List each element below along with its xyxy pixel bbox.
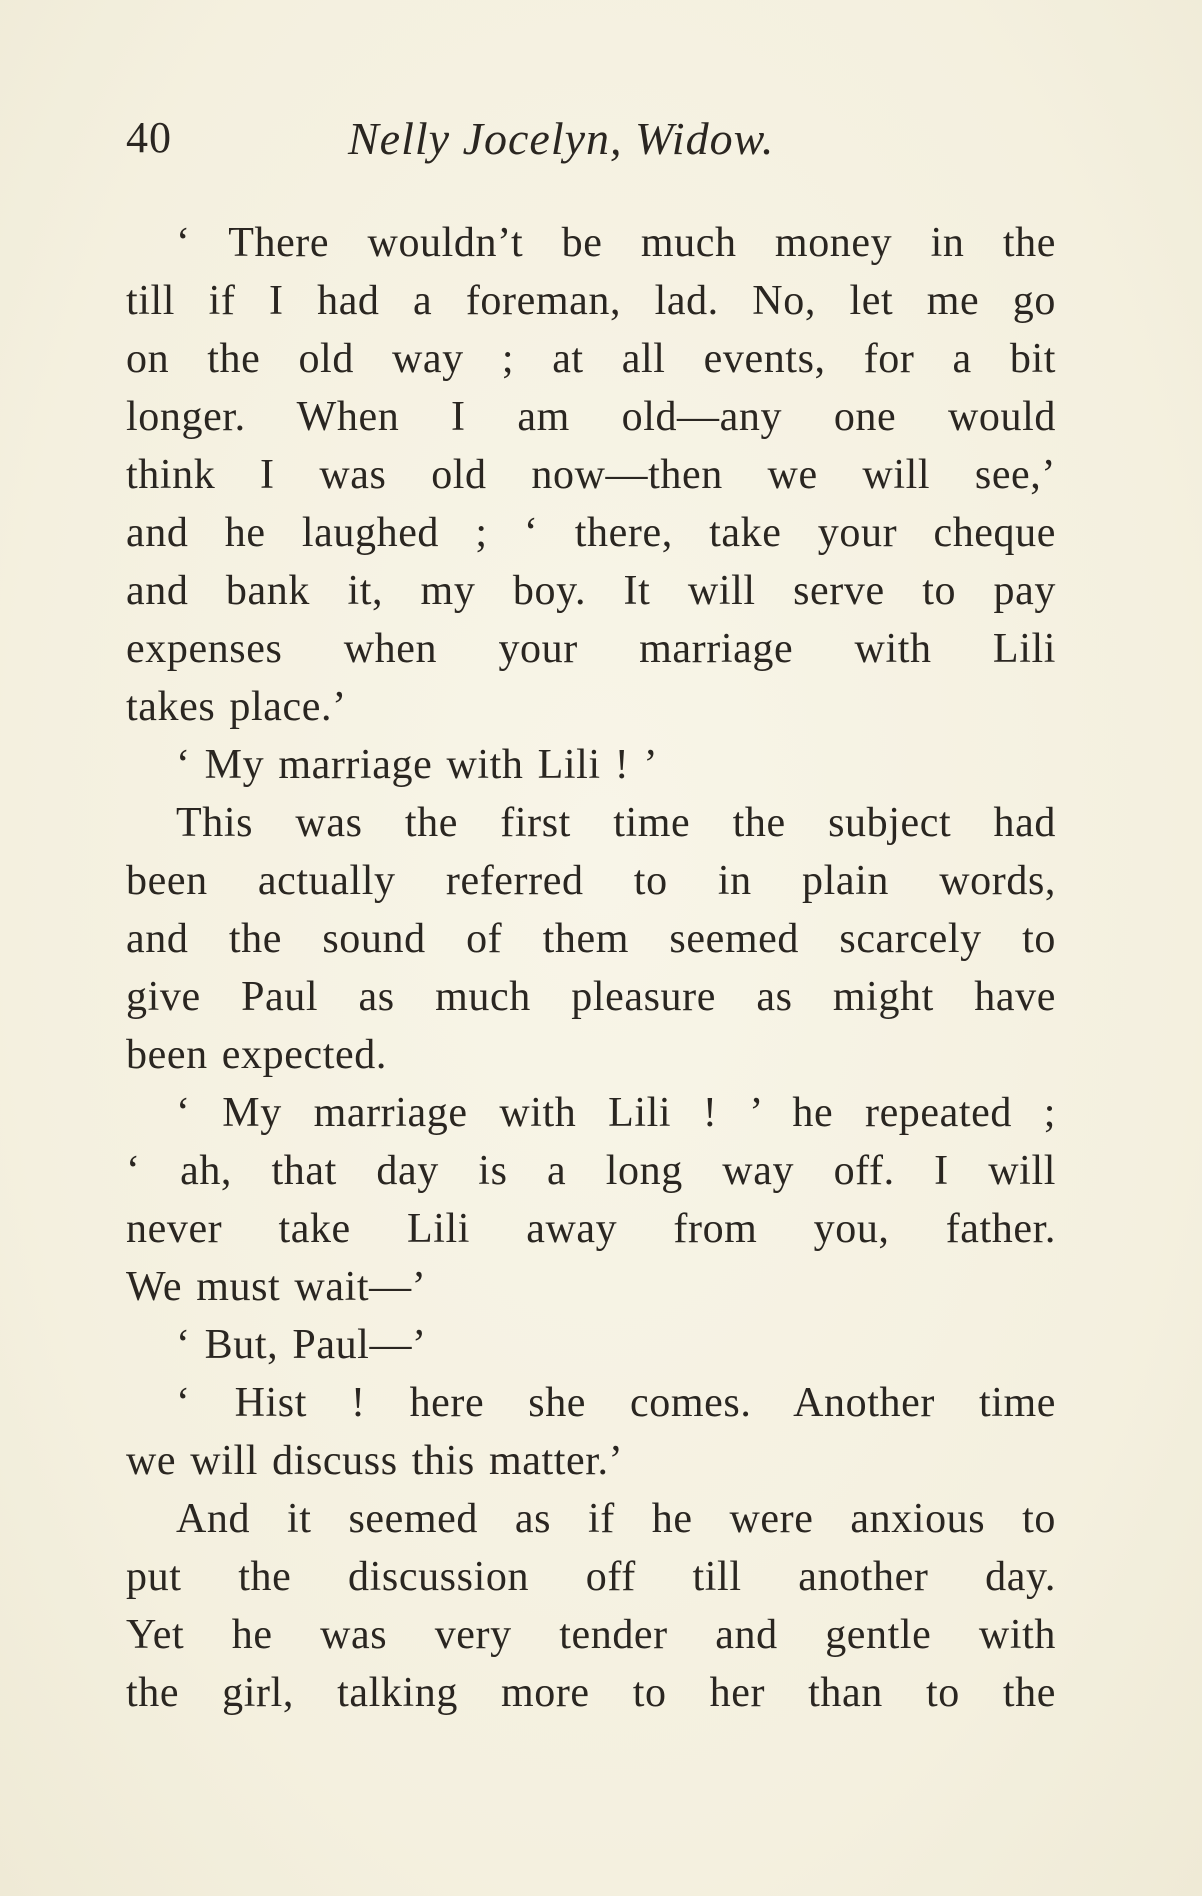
text-line: we will discuss this matter.’	[126, 1438, 624, 1484]
text-line: think I was old now—then we will see,’	[126, 452, 1056, 498]
text-line: and bank it, my boy. It will serve to pay	[126, 568, 1056, 614]
text-line: till if I had a foreman, lad. No, let me go	[126, 278, 1056, 324]
text-line: ‘ ah, that day is a long way off. I will	[126, 1148, 1056, 1194]
text-line: put the discussion off till another day.	[126, 1554, 1056, 1600]
text-line: longer. When I am old—any one would	[126, 394, 1056, 440]
text-line: ‘ There wouldn’t be much money in the	[176, 220, 1056, 266]
text-line: expenses when your marriage with Lili	[126, 626, 1056, 672]
text-line: takes place.’	[126, 684, 347, 730]
text-line: been expected.	[126, 1032, 387, 1078]
page-header	[126, 112, 1078, 172]
running-title: Nelly Jocelyn, Widow.	[348, 113, 775, 164]
page-number: 40	[126, 113, 172, 162]
text-line: and the sound of them seemed scarcely to	[126, 916, 1056, 962]
text-line: This was the first time the subject had	[176, 800, 1056, 846]
text-line: on the old way ; at all events, for a bit	[126, 336, 1056, 382]
text-line: And it seemed as if he were anxious to	[176, 1496, 1056, 1542]
text-line: ‘ My marriage with Lili ! ’ he repeated ;	[176, 1090, 1056, 1136]
body-text	[126, 214, 1056, 1722]
text-line: the girl, talking more to her than to the	[126, 1670, 1056, 1716]
text-line: ‘ But, Paul—’	[176, 1322, 427, 1368]
text-line: Yet he was very tender and gentle with	[126, 1612, 1056, 1658]
text-line: been actually referred to in plain words,	[126, 858, 1056, 904]
text-line: ‘ Hist ! here she comes. Another time	[176, 1380, 1056, 1426]
text-line: ‘ My marriage with Lili ! ’	[176, 742, 659, 788]
text-line: never take Lili away from you, father.	[126, 1206, 1056, 1252]
text-line: give Paul as much pleasure as might have	[126, 974, 1056, 1020]
text-line: and he laughed ; ‘ there, take your cheque	[126, 510, 1056, 556]
text-line: We must wait—’	[126, 1264, 427, 1310]
